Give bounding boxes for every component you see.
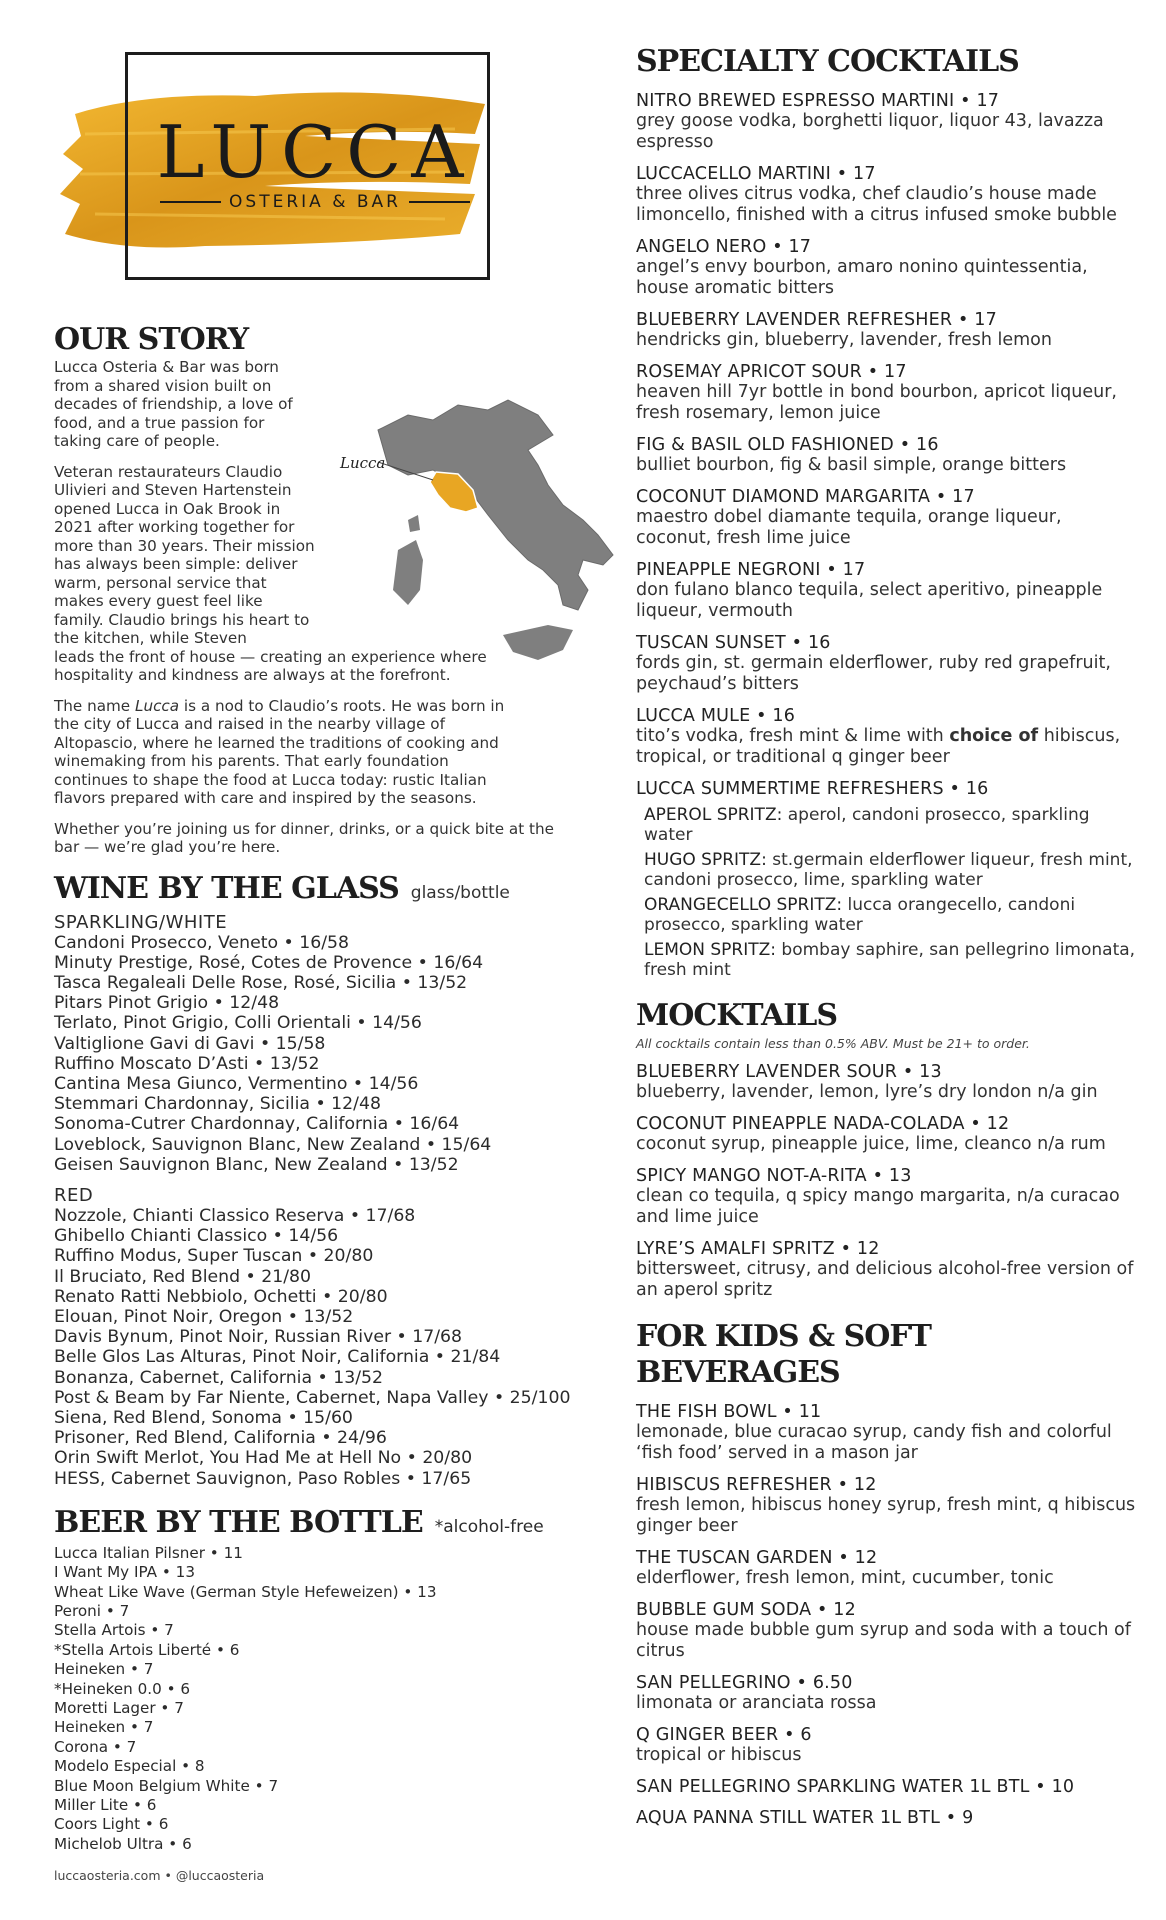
menu-item xyxy=(636,310,1136,351)
list-item: Lucca Italian Pilsner • 11 xyxy=(54,1543,243,1562)
list-item: Heineken • 7 xyxy=(54,1718,154,1737)
menu-item xyxy=(636,1673,1136,1714)
spritz-list xyxy=(644,805,1136,980)
menu-item xyxy=(636,487,1136,549)
list-item: Valtiglione Gavi di Gavi • 15/58 xyxy=(54,1033,326,1054)
story-paragraph-4: Whether you’re joining us for dinner, drinks, or a quick bite at the bar — we’re glad you’re here. xyxy=(54,819,554,856)
item-name: PINEAPPLE NEGRONI • 17 xyxy=(636,560,866,580)
menu-item xyxy=(636,1475,1136,1537)
list-item: Post & Beam by Far Niente, Cabernet, Napa Valley • 25/100 xyxy=(54,1387,571,1408)
menu-item xyxy=(636,1725,1136,1766)
item-name: AQUA PANNA STILL WATER 1L BTL • 9 xyxy=(636,1808,974,1828)
list-item: Blue Moon Belgium White • 7 xyxy=(54,1776,279,1795)
list-item: HESS, Cabernet Sauvignon, Paso Robles • 17/65 xyxy=(54,1468,472,1489)
list-item: Pitars Pinot Grigio • 12/48 xyxy=(54,993,280,1014)
list-item: Stella Artois • 7 xyxy=(54,1621,174,1640)
list-item: Michelob Ultra • 6 xyxy=(54,1834,192,1853)
list-item: Siena, Red Blend, Sonoma • 15/60 xyxy=(54,1407,353,1428)
story-text: The name xyxy=(54,696,135,715)
divider xyxy=(409,201,470,203)
menu-item xyxy=(636,1600,1136,1662)
spritz-item xyxy=(644,940,1136,980)
item-description: elderflower, fresh lemon, mint, cucumber, tonic xyxy=(636,1568,1054,1588)
item-name: LUCCA SUMMERTIME REFRESHERS • 16 xyxy=(636,779,989,799)
menu-item xyxy=(636,435,1136,476)
menu-item xyxy=(636,362,1136,424)
beer-note: *alcohol-free xyxy=(434,1516,544,1537)
menu-item xyxy=(636,1808,1136,1828)
list-item: I Want My IPA • 13 xyxy=(54,1563,195,1582)
mocktail-list xyxy=(636,1062,1136,1301)
story-paragraph-2-top: Veteran restaurateurs Claudio Ulivieri and Steven Hartenstein opened Lucca in Oak Brook in 2021 after working together for more than 30 years. Their mission has always been simple: deliver warm, personal service that makes every guest feel like family. Claudio brings his heart to the kitchen, while Steven xyxy=(54,462,315,647)
item-description: coconut syrup, pineapple juice, lime, cleanco n/a rum xyxy=(636,1134,1106,1154)
item-name: SPICY MANGO NOT-A-RITA • 13 xyxy=(636,1166,912,1186)
menu-item xyxy=(636,1114,1136,1155)
list-item: *Heineken 0.0 • 6 xyxy=(54,1679,191,1698)
item-name: BUBBLE GUM SODA • 12 xyxy=(636,1600,856,1620)
list-item: Tasca Regaleali Delle Rose, Rosé, Sicilia • 13/52 xyxy=(54,972,468,993)
list-item: Minuty Prestige, Rosé, Cotes de Provence • 16/64 xyxy=(54,952,484,973)
list-item: Geisen Sauvignon Blanc, New Zealand • 13/52 xyxy=(54,1154,459,1175)
list-item: Bonanza, Cabernet, California • 13/52 xyxy=(54,1367,384,1388)
list-item: Orin Swift Merlot, You Had Me at Hell No • 20/80 xyxy=(54,1448,473,1469)
list-item: Nozzole, Chianti Classico Reserva • 17/68 xyxy=(54,1205,416,1226)
item-description: maestro dobel diamante tequila, orange liqueur, coconut, fresh lime juice xyxy=(636,507,1062,548)
item-name: ROSEMAY APRICOT SOUR • 17 xyxy=(636,362,907,382)
item-description: lemonade, blue curacao syrup, candy fish and colorful ‘fish food’ served in a mason jar xyxy=(636,1422,1112,1463)
spritz-item xyxy=(644,805,1136,845)
story-emphasis: Lucca xyxy=(134,696,180,715)
item-description: clean co tequila, q spicy mango margarita, n/a curacao and lime juice xyxy=(636,1186,1120,1227)
item-description: hendricks gin, blueberry, lavender, fresh lemon xyxy=(636,330,1052,350)
menu-item xyxy=(636,1777,1136,1797)
white-wine-list xyxy=(54,933,594,1175)
desc-text: hibiscus, tropical, or traditional q ginger beer xyxy=(636,726,1121,767)
item-name: HIBISCUS REFRESHER • 12 xyxy=(636,1475,877,1495)
menu-item-lucca-mule xyxy=(636,706,1136,768)
map-label-lucca: Lucca xyxy=(340,454,386,472)
list-item: Elouan, Pinot Noir, Oregon • 13/52 xyxy=(54,1306,354,1327)
wine-note: glass/bottle xyxy=(410,882,510,903)
list-item: Heineken • 7 xyxy=(54,1660,154,1679)
item-name: Q GINGER BEER • 6 xyxy=(636,1725,812,1745)
item-name: LYRE’S AMALFI SPRITZ • 12 xyxy=(636,1239,880,1259)
footer: luccaosteria.com • @luccaosteria xyxy=(54,1868,265,1883)
list-item: Renato Ratti Nebbiolo, Ochetti • 20/80 xyxy=(54,1286,388,1307)
item-description: house made bubble gum syrup and soda with a touch of citrus xyxy=(636,1620,1131,1661)
spritz-description: bombay saphire, san pellegrino limonata, fresh mint xyxy=(644,940,1136,980)
spritz-label: HUGO SPRITZ: xyxy=(644,850,767,870)
list-item: Belle Glos Las Alturas, Pinot Noir, California • 21/84 xyxy=(54,1347,501,1368)
spritz-description: aperol, candoni prosecco, sparkling water xyxy=(644,805,1090,845)
story-text: is a nod to Claudio’s roots. He was born in the city of Lucca and raised in the nearby village of Altopascio, where he learned the traditions of cooking and winemaking from his parents. That early foundation continues to shape the food at Lucca today: rustic Italian flavors prepared with care and inspired by the seasons. xyxy=(54,696,505,807)
white-wine-label: SPARKLING/WHITE xyxy=(54,911,228,933)
story-heading: OUR STORY xyxy=(54,322,249,357)
list-item: Moretti Lager • 7 xyxy=(54,1699,184,1718)
wine-header xyxy=(54,871,594,906)
list-item: Corona • 7 xyxy=(54,1737,137,1756)
desc-bold: choice of xyxy=(949,726,1039,746)
list-item: Coors Light • 6 xyxy=(54,1815,169,1834)
item-description: fresh lemon, hibiscus honey syrup, fresh mint, q hibiscus ginger beer xyxy=(636,1495,1136,1536)
beer-header xyxy=(54,1505,594,1540)
kids-section xyxy=(636,1319,1136,1828)
right-column xyxy=(636,44,1136,1828)
beer-heading: BEER BY THE BOTTLE xyxy=(54,1504,423,1540)
left-column xyxy=(54,322,594,1854)
item-description: bittersweet, citrusy, and delicious alcohol-free version of an aperol spritz xyxy=(636,1259,1134,1300)
logo-subtitle-text: OSTERIA & BAR xyxy=(229,192,401,212)
spritz-label: ORANGECELLO SPRITZ: xyxy=(644,895,843,915)
item-description: three olives citrus vodka, chef claudio’s house made limoncello, finished with a citrus infused smoke bubble xyxy=(636,184,1117,225)
logo-subtitle xyxy=(160,192,470,212)
story-section xyxy=(54,358,594,857)
story-paragraph-3 xyxy=(54,697,524,808)
item-description: grey goose vodka, borghetti liquor, liquor 43, lavazza espresso xyxy=(636,111,1104,152)
list-item: Terlato, Pinot Grigio, Colli Orientali • 14/56 xyxy=(54,1013,422,1034)
item-name: THE TUSCAN GARDEN • 12 xyxy=(636,1548,878,1568)
red-wine-list xyxy=(54,1206,594,1489)
spritz-item xyxy=(644,895,1136,935)
beer-list xyxy=(54,1544,594,1855)
item-name: COCONUT PINEAPPLE NADA-COLADA • 12 xyxy=(636,1114,1010,1134)
item-description: don fulano blanco tequila, select aperitivo, pineapple liqueur, vermouth xyxy=(636,580,1103,621)
menu-item xyxy=(636,1548,1136,1589)
spritz-label: LEMON SPRITZ: xyxy=(644,940,777,960)
spritz-label: APEROL SPRITZ: xyxy=(644,805,783,825)
spritz-description: lucca orangecello, candoni prosecco, sparkling water xyxy=(644,895,1076,935)
story-paragraph-2-bottom: leads the front of house — creating an experience where hospitality and kindness are always at the forefront. xyxy=(54,647,487,684)
list-item: Wheat Like Wave (German Style Hefeweizen) • 13 xyxy=(54,1582,437,1601)
list-item: Prisoner, Red Blend, California • 24/96 xyxy=(54,1428,387,1449)
item-name: LUCCA MULE • 16 xyxy=(636,706,796,726)
menu-item xyxy=(636,91,1136,153)
list-item: Ruffino Modus, Super Tuscan • 20/80 xyxy=(54,1246,374,1267)
mocktails-section xyxy=(636,998,1136,1301)
item-name: COCONUT DIAMOND MARGARITA • 17 xyxy=(636,487,975,507)
list-item: Miller Lite • 6 xyxy=(54,1796,157,1815)
cocktail-list xyxy=(636,91,1136,695)
list-item: Ruffino Moscato D’Asti • 13/52 xyxy=(54,1053,320,1074)
item-name: SAN PELLEGRINO • 6.50 xyxy=(636,1673,853,1693)
item-description: fords gin, st. germain elderflower, ruby red grapefruit, peychaud’s bitters xyxy=(636,653,1111,694)
menu-item xyxy=(636,633,1136,695)
spritz-description: st.germain elderflower liqueur, fresh mint, candoni prosecco, lime, sparkling water xyxy=(644,850,1133,890)
divider xyxy=(160,201,221,203)
story-paragraph-1: Lucca Osteria & Bar was born from a shared vision built on decades of friendship, a love of food, and a true passion for taking care of people. xyxy=(54,358,293,450)
list-item: Ghibello Chianti Classico • 14/56 xyxy=(54,1226,339,1247)
logo xyxy=(55,52,500,284)
cocktails-heading: SPECIALTY COCKTAILS xyxy=(636,44,1019,79)
menu-item xyxy=(636,1402,1136,1464)
list-item: Peroni • 7 xyxy=(54,1602,130,1620)
item-name: FIG & BASIL OLD FASHIONED • 16 xyxy=(636,435,939,455)
mocktails-disclaimer: All cocktails contain less than 0.5% ABV. Must be 21+ to order. xyxy=(636,1036,1030,1051)
item-name: ANGELO NERO • 17 xyxy=(636,237,812,257)
item-name: SAN PELLEGRINO SPARKLING WATER 1L BTL • 10 xyxy=(636,1777,1075,1797)
list-item: Cantina Mesa Giunco, Vermentino • 14/56 xyxy=(54,1073,419,1094)
item-name: THE FISH BOWL • 11 xyxy=(636,1402,822,1422)
item-name: NITRO BREWED ESPRESSO MARTINI • 17 xyxy=(636,91,1000,111)
kids-list xyxy=(636,1402,1136,1828)
list-item: Modelo Especial • 8 xyxy=(54,1757,205,1776)
kids-heading: FOR KIDS & SOFT BEVERAGES xyxy=(636,1319,931,1390)
list-item: Stemmari Chardonnay, Sicilia • 12/48 xyxy=(54,1094,381,1115)
logo-title: LUCCA xyxy=(156,110,474,194)
item-description: angel’s envy bourbon, amaro nonino quintessentia, house aromatic bitters xyxy=(636,257,1088,298)
menu-item xyxy=(636,1166,1136,1228)
item-name: LUCCACELLO MARTINI • 17 xyxy=(636,164,876,184)
list-item: *Stella Artois Liberté • 6 xyxy=(54,1640,240,1659)
item-description: bulliet bourbon, fig & basil simple, orange bitters xyxy=(636,455,1067,475)
item-name: BLUEBERRY LAVENDER SOUR • 13 xyxy=(636,1062,942,1082)
list-item: Davis Bynum, Pinot Noir, Russian River • 17/68 xyxy=(54,1327,463,1348)
list-item: Candoni Prosecco, Veneto • 16/58 xyxy=(54,932,350,953)
item-description: blueberry, lavender, lemon, lyre’s dry london n/a gin xyxy=(636,1082,1098,1102)
spritz-item xyxy=(644,850,1136,890)
menu-item xyxy=(636,1062,1136,1103)
menu-item xyxy=(636,164,1136,226)
item-description: limonata or aranciata rossa xyxy=(636,1693,877,1713)
red-wine-label: RED xyxy=(54,1184,94,1206)
menu-item xyxy=(636,237,1136,299)
menu-item xyxy=(636,560,1136,622)
item-description xyxy=(636,726,1136,768)
item-description: tropical or hibiscus xyxy=(636,1745,802,1765)
italy-map-icon xyxy=(338,390,618,690)
item-name: BLUEBERRY LAVENDER REFRESHER • 17 xyxy=(636,310,997,330)
list-item: Il Bruciato, Red Blend • 21/80 xyxy=(54,1266,312,1287)
menu-item xyxy=(636,1239,1136,1301)
item-description: heaven hill 7yr bottle in bond bourbon, apricot liqueur, fresh rosemary, lemon juice xyxy=(636,382,1117,423)
menu-item-summertime xyxy=(636,779,1136,980)
desc-text: tito’s vodka, fresh mint & lime with xyxy=(636,726,950,746)
list-item: Sonoma-Cutrer Chardonnay, California • 16/64 xyxy=(54,1114,460,1135)
mocktails-heading: MOCKTAILS xyxy=(636,998,838,1033)
wine-heading: WINE BY THE GLASS xyxy=(54,870,399,906)
item-name: TUSCAN SUNSET • 16 xyxy=(636,633,831,653)
list-item: Loveblock, Sauvignon Blanc, New Zealand • 15/64 xyxy=(54,1134,492,1155)
